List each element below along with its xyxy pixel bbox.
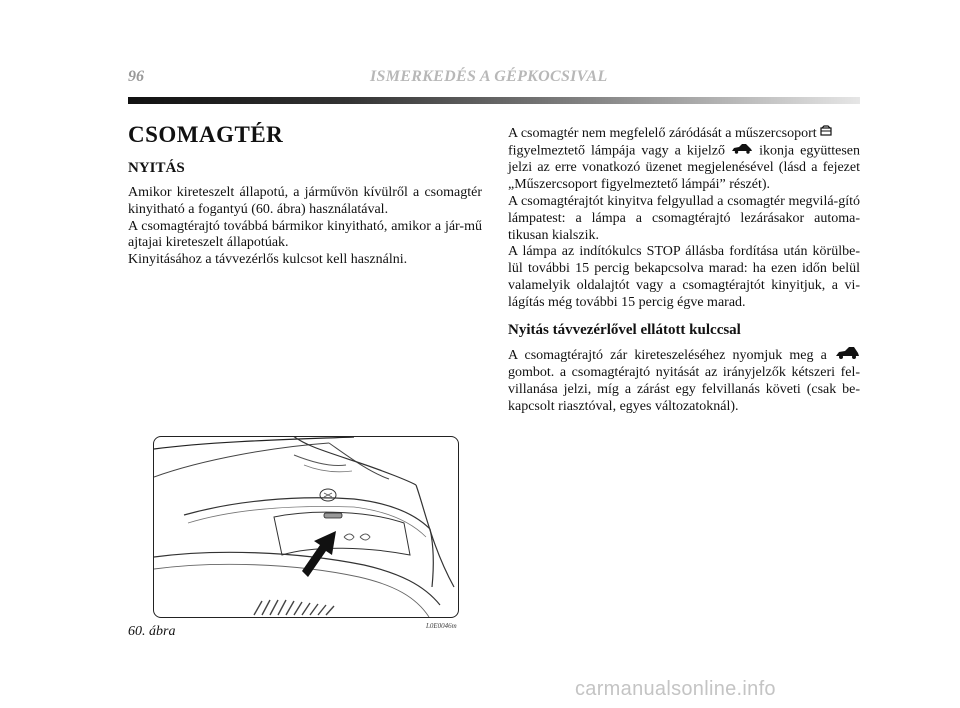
watermark: carmanualsonline.info bbox=[575, 678, 776, 700]
remote-paragraph bbox=[508, 346, 860, 416]
tailgate-illustration bbox=[154, 437, 458, 617]
figure-caption: 60. ábra bbox=[128, 624, 176, 639]
warning-text-a: A csomagtér nem megfelelő záródását a műszercsoport bbox=[508, 126, 817, 142]
figure-code: L0E0046m bbox=[426, 622, 457, 630]
tailgate-figure bbox=[153, 436, 459, 618]
remote-subheading: Nyitás távvezérlővel ellátott kulccsal bbox=[508, 321, 741, 338]
warning-text-b: figyelmeztető lámpája vagy a kijelző bbox=[508, 143, 725, 159]
right-column bbox=[508, 125, 860, 416]
section-heading: NYITÁS bbox=[128, 160, 185, 176]
opening-paragraph: Amikor kireteszelt állapotú, a járművön kívülről a csomagtér kinyitható a fogantyú (60. ábra) használatával. A csomagtérajtó továbbá bármikor kinyitható, amikor a jár-mű ajtajai kireteszelt állapotúak. Kinyitásához a távvezérlős kulcsot kell használni. bbox=[128, 185, 482, 268]
page-heading: CSOMAGTÉR bbox=[128, 122, 284, 147]
left-column bbox=[128, 122, 482, 269]
car-trunk-display-icon bbox=[731, 143, 753, 160]
page-number: 96 bbox=[128, 68, 144, 85]
header-rule bbox=[128, 97, 860, 104]
remote-text-b: gombot. a csomagtérajtó nyitását az irányjelzők kétszeri fel-villanása jelzi, míg a zárást egy felvillanás követi (csak be-kapcsolt riasztóval, egyes változatoknál). bbox=[508, 365, 860, 414]
warning-text-c: ikonja együttesen jelzi az erre vonatkozó üzenet megjelenésével (lásd a fejezet „Műszercsoport figyelmeztető lámpái” részét). A csomagtérajtót kinyitva felgyullad a csomagtér megvilá-gító lámpatest: a lámpa a csomagtérajtó lezárásakor automa-tikusan kialszik. A lámpa az indítókulcs STOP állásba fordítása után körülbe-lül további 15 percig bekapcsolva marad: ha ezen időn belül valamelyik oldalajtót vagy a csomagtérajtót kinyitjuk, a vi-lágítás még további 15 percig égve marad. bbox=[508, 143, 860, 310]
warning-paragraph bbox=[508, 125, 860, 312]
remote-text-a: A csomagtérajtó zár kireteszeléséhez nyomjuk meg a bbox=[508, 347, 827, 363]
section-title: ISMERKEDÉS A GÉPKOCSIVAL bbox=[370, 68, 608, 85]
trunk-release-button-icon bbox=[834, 346, 860, 366]
trunk-open-warning-icon bbox=[820, 125, 832, 143]
